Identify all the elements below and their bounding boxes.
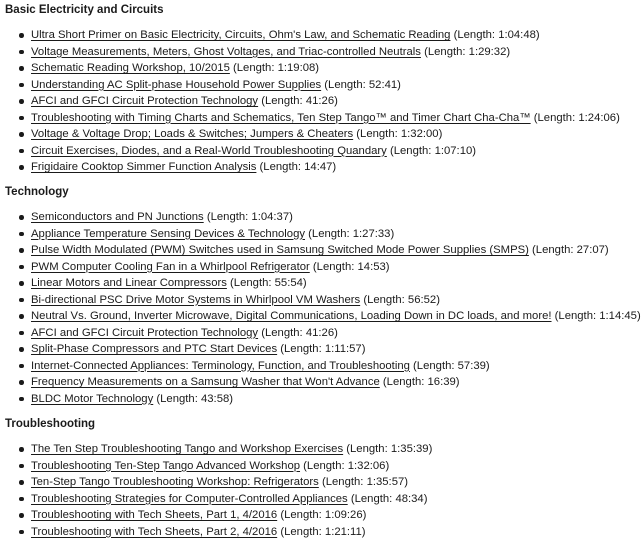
- length-suffix: ): [506, 45, 511, 58]
- video-list-item: [0, 475, 432, 492]
- video-list-item: [0, 243, 641, 260]
- video-title-link[interactable]: Semiconductors and PN Junctions: [31, 211, 204, 223]
- length-suffix: ): [332, 161, 337, 173]
- video-title-link[interactable]: Ten-Step Tango Troubleshooting Workshop: Refrigerators: [31, 476, 319, 488]
- length-value: 41:26: [305, 326, 335, 339]
- length-suffix: ): [361, 343, 366, 355]
- bullet-icon: [19, 83, 24, 88]
- video-title-link[interactable]: Internet-Connected Appliances: Terminology, Function, and Troubleshooting: [31, 359, 410, 372]
- video-length-label: [532, 244, 609, 256]
- video-length-label: [413, 360, 490, 372]
- length-prefix: (Length:: [261, 95, 306, 107]
- video-title-link[interactable]: Bi-directional PSC Drive Motor Systems in Whirlpool VM Washers: [31, 293, 361, 306]
- video-list-item: [0, 276, 641, 293]
- bullet-icon: [19, 331, 24, 336]
- bullet-icon: [19, 397, 24, 402]
- length-suffix: ): [385, 459, 390, 472]
- length-prefix: (Length:: [453, 29, 499, 41]
- length-value: 1:32:00: [400, 128, 439, 140]
- length-prefix: (Length:: [356, 128, 401, 140]
- video-list-item: [0, 78, 620, 95]
- bullet-icon: [19, 215, 24, 220]
- video-list-item: [0, 342, 641, 359]
- video-list-item: [0, 459, 432, 476]
- video-list-item: [0, 111, 620, 128]
- length-prefix: (Length:: [533, 111, 579, 124]
- length-suffix: ): [438, 128, 443, 140]
- video-list-item: [0, 492, 432, 509]
- length-value: 1:19:08: [277, 62, 316, 74]
- video-length-label: [308, 228, 394, 240]
- length-value: 41:26: [305, 95, 335, 107]
- length-value: 14:47: [304, 161, 333, 173]
- video-length-label: [261, 327, 338, 339]
- video-length-label: [260, 161, 337, 173]
- length-suffix: ): [485, 359, 490, 372]
- length-value: 48:34: [395, 492, 424, 505]
- length-suffix: ): [604, 244, 609, 256]
- bullet-icon: [19, 132, 24, 137]
- bullet-icon: [19, 165, 24, 170]
- bullet-icon: [19, 513, 24, 518]
- length-suffix: ): [385, 260, 390, 273]
- video-title-link[interactable]: Circuit Exercises, Diodes, and a Real-World Troubleshooting Quandary: [31, 144, 387, 157]
- bullet-icon: [19, 380, 24, 385]
- video-list-basic: [0, 28, 620, 177]
- video-title-link[interactable]: Voltage & Voltage Drop; Loads & Switches; Jumpers & Cheaters: [31, 128, 354, 140]
- length-suffix: ): [436, 293, 440, 306]
- video-title-link[interactable]: AFCI and GFCI Circuit Protection Technology: [31, 326, 259, 339]
- video-length-label: [424, 46, 510, 58]
- bullet-icon: [19, 265, 24, 270]
- video-list-item: [0, 309, 641, 326]
- length-value: 16:39: [427, 376, 456, 388]
- length-value: 55:54: [274, 277, 303, 289]
- length-value: 1:29:32: [468, 45, 507, 58]
- bullet-icon: [19, 347, 24, 352]
- length-prefix: (Length:: [321, 476, 367, 488]
- section-heading-troubleshooting: Troubleshooting: [5, 418, 96, 430]
- bullet-icon: [19, 116, 24, 121]
- video-title-link[interactable]: Voltage Measurements, Meters, Ghost Voltages, and Triac-controlled Neutrals: [31, 45, 421, 58]
- length-suffix: ): [390, 227, 395, 240]
- video-title-link[interactable]: Pulse Width Modulated (PWM) Switches used in Samsung Switched Mode Power Supplies (SMPS): [31, 244, 529, 256]
- video-list-item: [0, 442, 432, 459]
- bullet-icon: [19, 464, 24, 469]
- length-suffix: ): [397, 78, 401, 91]
- video-title-link[interactable]: Troubleshooting Strategies for Computer-Controlled Appliances: [31, 492, 348, 505]
- bullet-icon: [19, 480, 24, 485]
- length-prefix: (Length:: [389, 144, 435, 157]
- length-suffix: ): [289, 211, 293, 223]
- length-suffix: ): [302, 277, 307, 289]
- length-prefix: (Length:: [280, 525, 325, 538]
- bullet-icon: [19, 298, 24, 303]
- video-list-item: [0, 127, 620, 144]
- video-length-label: [233, 62, 319, 74]
- video-list-item: [0, 144, 620, 161]
- video-list-item: [0, 375, 641, 392]
- video-list-item: [0, 525, 432, 542]
- length-prefix: (Length:: [554, 310, 600, 322]
- video-length-label: [230, 277, 307, 289]
- length-prefix: (Length:: [156, 392, 201, 405]
- length-prefix: (Length:: [261, 326, 306, 339]
- length-suffix: ): [428, 443, 433, 455]
- video-length-label: [207, 211, 293, 223]
- video-title-link[interactable]: Troubleshooting with Tech Sheets, Part 2, 4/2016: [31, 525, 278, 538]
- video-list-item: [0, 326, 641, 343]
- video-length-label: [280, 526, 365, 538]
- length-value: 52:41: [368, 78, 398, 91]
- length-prefix: (Length:: [382, 376, 428, 388]
- video-length-label: [322, 476, 408, 488]
- length-prefix: (Length:: [230, 277, 275, 289]
- video-list-item: [0, 94, 620, 111]
- video-list-item: [0, 61, 620, 78]
- length-value: 1:11:57: [324, 343, 362, 355]
- bullet-icon: [19, 497, 24, 502]
- length-value: 43:58: [200, 392, 230, 405]
- length-value: 1:24:06: [578, 111, 617, 124]
- video-title-link[interactable]: Appliance Temperature Sensing Devices & Technology: [31, 227, 306, 240]
- length-value: 27:07: [576, 244, 605, 256]
- bullet-icon: [19, 530, 24, 535]
- video-length-label: [383, 376, 460, 388]
- video-title-link[interactable]: Split-Phase Compressors and PTC Start Devices: [31, 343, 278, 355]
- video-title-link[interactable]: Frequency Measurements on a Samsung Washer that Won't Advance: [31, 376, 380, 388]
- video-title-link[interactable]: Ultra Short Primer on Basic Electricity, Circuits, Ohm's Law, and Schematic Reading: [31, 29, 451, 41]
- length-value: 1:27:33: [352, 227, 391, 240]
- length-prefix: (Length:: [532, 244, 577, 256]
- video-title-link[interactable]: Schematic Reading Workshop, 10/2015: [31, 62, 230, 74]
- bullet-icon: [19, 447, 24, 452]
- video-title-link[interactable]: Neutral Vs. Ground, Inverter Microwave, Digital Communications, Loading Down in DC loads, and more!: [31, 310, 552, 322]
- video-list-item: [0, 392, 641, 409]
- bullet-icon: [19, 232, 24, 237]
- bullet-icon: [19, 66, 24, 71]
- bullet-icon: [19, 50, 24, 55]
- length-suffix: ): [334, 326, 338, 339]
- length-prefix: (Length:: [280, 509, 325, 521]
- length-value: 1:32:06: [347, 459, 386, 472]
- video-length-label: [324, 79, 401, 91]
- video-list-item: [0, 359, 641, 376]
- video-title-link[interactable]: Linear Motors and Linear Compressors: [31, 277, 227, 289]
- bullet-icon: [19, 248, 24, 253]
- length-prefix: (Length:: [346, 443, 391, 455]
- video-length-label: [261, 95, 338, 107]
- length-prefix: (Length:: [233, 62, 278, 74]
- length-prefix: (Length:: [324, 78, 369, 91]
- video-title-link[interactable]: Troubleshooting Ten-Step Tango Advanced Workshop: [31, 459, 301, 472]
- length-suffix: ): [472, 144, 477, 157]
- video-length-label: [356, 128, 442, 140]
- video-title-link[interactable]: Troubleshooting with Tech Sheets, Part 1, 4/2016: [31, 509, 278, 521]
- video-list-item: [0, 28, 620, 45]
- video-length-label: [156, 393, 233, 405]
- video-length-label: [363, 294, 440, 306]
- video-list-item: [0, 160, 620, 177]
- length-value: 1:35:39: [390, 443, 429, 455]
- length-suffix: ): [636, 310, 641, 322]
- bullet-icon: [19, 33, 24, 38]
- section-heading-basic: Basic Electricity and Circuits: [5, 4, 164, 16]
- video-length-label: [346, 443, 432, 455]
- bullet-icon: [19, 281, 24, 286]
- video-list-item: [0, 45, 620, 62]
- length-prefix: (Length:: [259, 161, 305, 173]
- length-prefix: (Length:: [424, 45, 469, 58]
- length-prefix: (Length:: [363, 293, 408, 306]
- video-title-link[interactable]: Frigidaire Cooktop Simmer Function Analysis: [31, 161, 257, 173]
- video-title-link[interactable]: Troubleshooting with Timing Charts and Schematics, Ten Step Tango™ and Timer Chart Cha-Cha™: [31, 111, 531, 124]
- video-length-label: [555, 310, 641, 322]
- length-suffix: ): [315, 62, 320, 74]
- bullet-icon: [19, 99, 24, 104]
- length-prefix: (Length:: [303, 459, 348, 472]
- length-value: 1:04:48: [498, 29, 536, 41]
- length-prefix: (Length:: [413, 359, 458, 372]
- video-title-link[interactable]: The Ten Step Troubleshooting Tango and Workshop Exercises: [31, 443, 344, 455]
- length-value: 14:53: [357, 260, 386, 273]
- length-suffix: ): [423, 492, 428, 505]
- length-suffix: ): [535, 29, 540, 41]
- video-length-label: [280, 509, 366, 521]
- length-suffix: ): [361, 525, 366, 538]
- video-title-link[interactable]: Understanding AC Split-phase Household Power Supplies: [31, 78, 322, 91]
- length-prefix: (Length:: [350, 492, 396, 505]
- video-length-label: [303, 460, 389, 472]
- length-prefix: (Length:: [206, 211, 252, 223]
- video-length-label: [313, 261, 390, 273]
- video-title-link[interactable]: BLDC Motor Technology: [31, 392, 154, 405]
- video-list-item: [0, 293, 641, 310]
- length-suffix: ): [616, 111, 620, 124]
- video-list-item: [0, 227, 641, 244]
- length-value: 1:14:45: [599, 310, 637, 322]
- length-prefix: (Length:: [280, 343, 325, 355]
- video-length-label: [454, 29, 540, 41]
- bullet-icon: [19, 364, 24, 369]
- section-heading-technology: Technology: [5, 186, 69, 198]
- length-suffix: ): [455, 376, 460, 388]
- video-list-technology: [0, 210, 641, 408]
- length-value: 1:09:26: [324, 509, 363, 521]
- video-title-link[interactable]: AFCI and GFCI Circuit Protection Technology: [31, 95, 259, 107]
- length-suffix: ): [404, 476, 409, 488]
- length-value: 57:39: [457, 359, 486, 372]
- video-length-label: [351, 493, 428, 505]
- length-suffix: ): [362, 509, 367, 521]
- length-suffix: ): [229, 392, 234, 405]
- video-length-label: [280, 343, 365, 355]
- video-list-item: [0, 508, 432, 525]
- length-prefix: (Length:: [308, 227, 353, 240]
- length-prefix: (Length:: [312, 260, 358, 273]
- video-length-label: [390, 145, 476, 157]
- bullet-icon: [19, 149, 24, 154]
- length-value: 1:21:11: [324, 525, 362, 538]
- video-list-item: [0, 260, 641, 277]
- video-title-link[interactable]: PWM Computer Cooling Fan in a Whirlpool Refrigerator: [31, 260, 310, 273]
- video-list-item: [0, 210, 641, 227]
- length-value: 56:52: [407, 293, 437, 306]
- length-value: 1:07:10: [434, 144, 473, 157]
- length-value: 1:35:57: [366, 476, 405, 488]
- length-value: 1:04:37: [251, 211, 290, 223]
- bullet-icon: [19, 314, 24, 319]
- video-list-troubleshooting: [0, 442, 432, 541]
- length-suffix: ): [334, 95, 338, 107]
- video-length-label: [534, 112, 620, 124]
